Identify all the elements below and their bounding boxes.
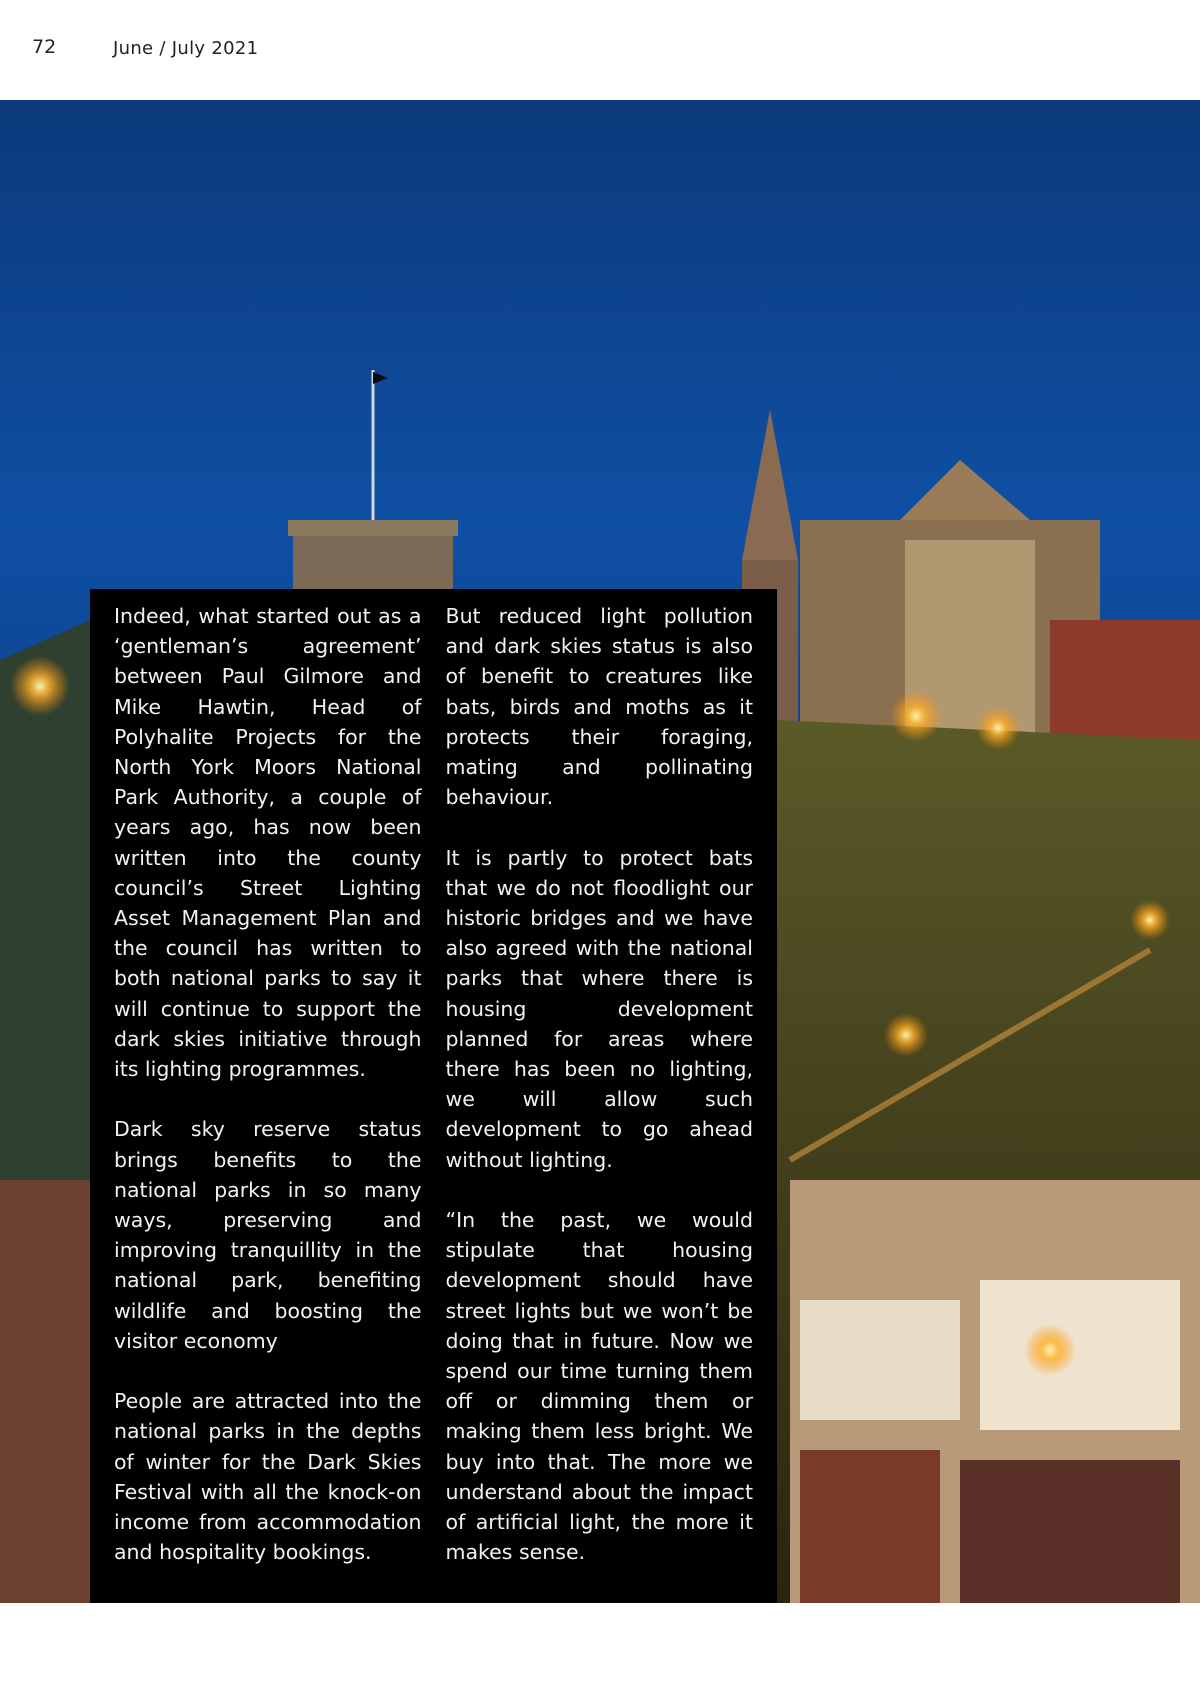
article-left-column [114, 601, 422, 1603]
page-number: 72 [32, 36, 57, 58]
page-header [0, 0, 1200, 100]
issue-date: June / July 2021 [113, 38, 259, 59]
article-paragraph: Dark sky reserve status brings benefits to the national parks in so many ways, preserving and improving tranquillity in the national park, benefiting wildlife and boosting the visitor economy [114, 1117, 422, 1353]
article-paragraph: “In the past, we would stipulate that housing development should have street lights but we won’t be doing that in future. Now we spend our time turning them off or dimming them or making them less bright. We buy into that. The more we understand about the impact of artificial light, the more it makes sense. [445, 1208, 753, 1565]
article-paragraph: People are attracted into the national parks in the depths of winter for the Dark Skies Festival with all the knock-on income from accommodation and hospitality bookings. [114, 1389, 422, 1565]
article-paragraph: It is partly to protect bats that we do not floodlight our historic bridges and we have also agreed with the national parks that where there is housing development planned for areas where there has been no lighting, we will allow such development to go ahead without lighting. [445, 845, 753, 1172]
article-paragraph: Indeed, what started out as a ‘gentleman’s agreement’ between Paul Gilmore and Mike Hawtin, Head of Polyhalite Projects for the North York Moors National Park Authority, a couple of years ago, has now been written into the county council’s Street Lighting Asset Management Plan and the council has written to both national parks to say it will continue to support the dark skies initiative through its lighting programmes. [114, 604, 422, 1082]
article-text-panel [90, 589, 777, 1603]
article-paragraph: But reduced light pollution and dark skies status is also of benefit to creatures like bats, birds and moths as it protects their foraging, mating and pollinating behaviour. [445, 604, 753, 810]
article-right-column [446, 601, 754, 1603]
